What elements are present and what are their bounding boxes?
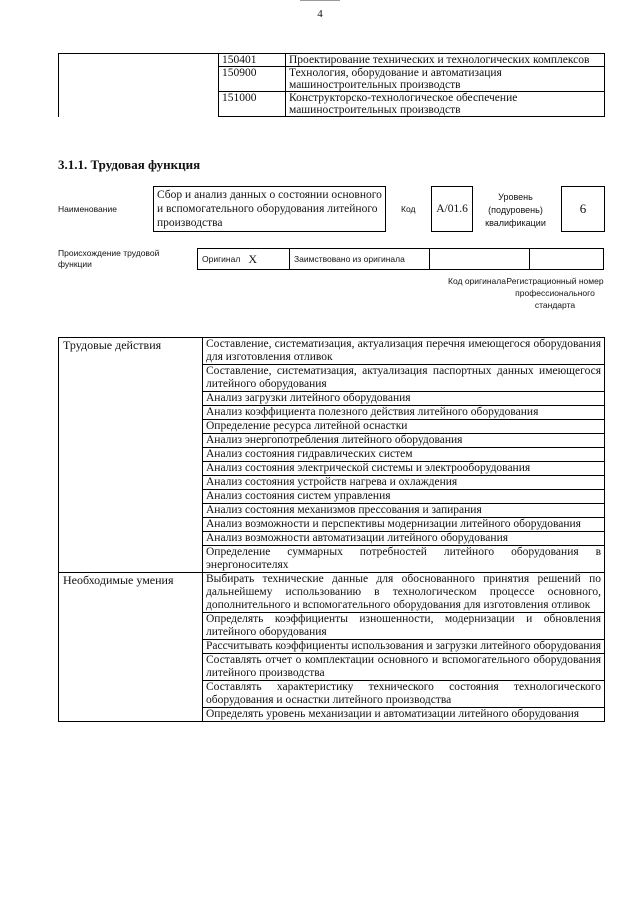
origin-row — [197, 248, 604, 270]
skills-item: Рассчитывать коэффициенты использования и загрузки литейного оборудования — [203, 640, 605, 654]
registration-number-caption: Регистрационный номер профессионального стандарта — [506, 276, 604, 310]
qualification-level-box: 6 — [561, 186, 605, 232]
labor-actions-item: Определение суммарных потребностей литейного оборудования в энергоносителях — [203, 546, 605, 573]
labor-actions-item: Определение ресурса литейной оснастки — [203, 420, 605, 434]
empty-cell — [59, 54, 219, 117]
labor-function-table — [58, 337, 605, 722]
labor-actions-item: Анализ энергопотребления литейного оборудования — [203, 434, 605, 448]
table-row — [59, 338, 605, 365]
table-row — [59, 573, 605, 613]
borrowed-cell: Заимствовано из оригинала — [290, 249, 430, 269]
top-edge-mark — [300, 0, 340, 4]
function-code-box: A/01.6 — [431, 186, 473, 232]
labor-actions-item: Анализ возможности автоматизации литейного оборудования — [203, 532, 605, 546]
skills-item: Выбирать технические данные для обоснованного принятия решений по дальнейшему использованию в технологическом процессе основного, дополнительного и вспомогательного оборудования для изготовления отливок — [203, 573, 605, 613]
specialty-code: 150401 — [219, 54, 286, 67]
skills-item: Определять коэффициенты изношенности, модернизации и обновления литейного оборудования — [203, 613, 605, 640]
skills-item: Определять уровень механизации и автоматизации литейного оборудования — [203, 708, 605, 722]
labor-actions-item: Анализ коэффициента полезного действия литейного оборудования — [203, 406, 605, 420]
specialty-name: Конструкторско-технологическое обеспечение машиностроительных производств — [286, 92, 605, 117]
labor-actions-item: Анализ возможности и перспективы модернизации литейного оборудования — [203, 518, 605, 532]
page-number: 4 — [317, 8, 323, 20]
name-label: Наименование — [58, 204, 117, 214]
labor-actions-header: Трудовые действия — [59, 338, 203, 573]
section-title: 3.1.1. Трудовая функция — [58, 157, 201, 172]
skills-item: Составлять характеристику технического состояния технологического оборудования и оснастки литейного производства — [203, 681, 605, 708]
table-row — [59, 54, 605, 67]
function-name-box: Сбор и анализ данных о состоянии основного и вспомогательного оборудования литейного производства — [153, 186, 386, 232]
labor-actions-item: Анализ загрузки литейного оборудования — [203, 392, 605, 406]
original-code-cell — [430, 249, 530, 269]
specialties-table — [58, 53, 605, 117]
specialty-name: Технология, оборудование и автоматизация машиностроительных производств — [286, 67, 605, 92]
original-cell — [198, 249, 290, 269]
labor-actions-item: Анализ состояния механизмов прессования и запирания — [203, 504, 605, 518]
skills-header: Необходимые умения — [59, 573, 203, 722]
origin-label: Происхождение трудовой функции — [58, 248, 160, 269]
qualification-level-label: Уровень (подуровень) квалификации — [485, 192, 546, 228]
labor-actions-item: Составление, систематизация, актуализация перечня имеющегося оборудования для изготовления отливок — [203, 338, 605, 365]
labor-actions-item: Анализ состояния электрической системы и электрооборудования — [203, 462, 605, 476]
labor-actions-item: Анализ состояния гидравлических систем — [203, 448, 605, 462]
original-mark: X — [248, 251, 257, 266]
specialty-code: 151000 — [219, 92, 286, 117]
original-code-caption: Код оригинала — [448, 276, 506, 286]
labor-actions-item: Составление, систематизация, актуализация паспортных данных имеющегося литейного оборудования — [203, 365, 605, 392]
specialty-name: Проектирование технических и технологических комплексов — [286, 54, 605, 67]
skills-item: Составлять отчет о комплектации основного и вспомогательного оборудования литейного производства — [203, 654, 605, 681]
original-label: Оригинал — [202, 254, 241, 264]
specialty-code: 150900 — [219, 67, 286, 92]
code-label: Код — [401, 204, 416, 214]
labor-actions-item: Анализ состояния устройств нагрева и охлаждения — [203, 476, 605, 490]
registration-number-cell — [530, 249, 603, 269]
labor-actions-item: Анализ состояния систем управления — [203, 490, 605, 504]
